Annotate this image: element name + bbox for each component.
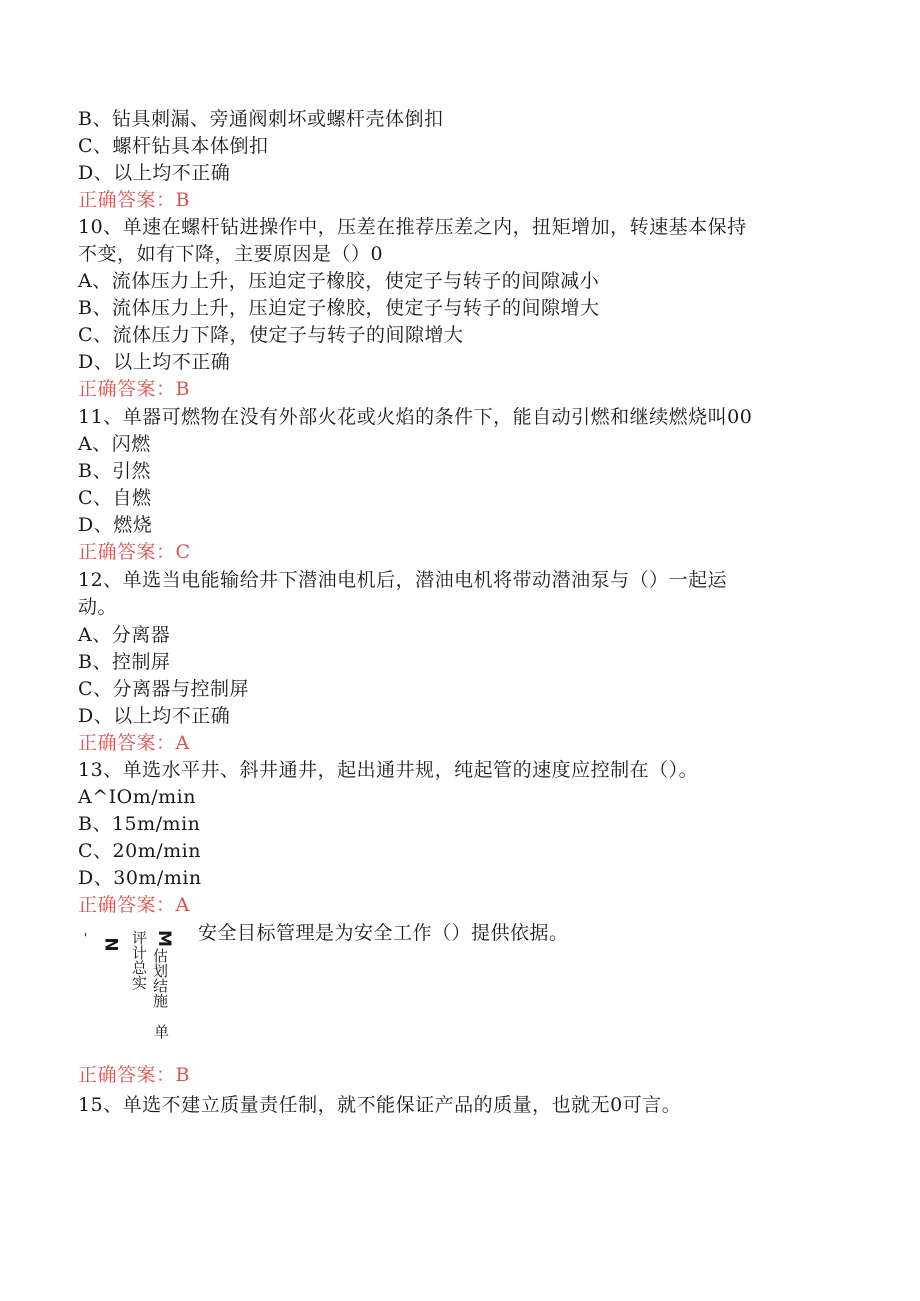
- q14-vertical-column-b: 估划结施: [151, 948, 169, 1008]
- q14-mark-m: M: [153, 930, 174, 947]
- q14-vertical-column-a: 评计总实: [130, 930, 148, 990]
- option-line: D、燃烧: [78, 514, 153, 536]
- question-line: 10、单速在螺杆钻进操作中，压差在推荐压差之内，扭矩增加，转速基本保持: [78, 216, 747, 238]
- option-line: C、20m/min: [78, 840, 201, 862]
- option-line: B、15m/min: [78, 813, 201, 835]
- question-line: 15、单选不建立质量责任制，就不能保证产品的质量，也就无0可言。: [78, 1094, 682, 1116]
- question-line: 动。: [78, 596, 118, 618]
- option-line: B、钻具刺漏、旁通阀刺坏或螺杆壳体倒扣: [78, 108, 444, 130]
- question-line: 13、单选水平井、斜井通井，起出通井规，纯起管的速度应控制在（）。: [78, 759, 699, 781]
- option-line: D、以上均不正确: [78, 351, 231, 373]
- correct-answer: 正确答案：C: [78, 541, 191, 563]
- q14-question-text: 安全目标管理是为安全工作（）提供依据。: [198, 922, 569, 944]
- option-line: D、30m/min: [78, 867, 202, 889]
- correct-answer: 正确答案：B: [78, 378, 190, 400]
- option-line: C、流体压力下降，使定子与转子的间隙增大: [78, 324, 464, 346]
- option-line: D、以上均不正确: [78, 705, 231, 727]
- option-line: C、螺杆钻具本体倒扣: [78, 135, 269, 157]
- correct-answer: 正确答案：B: [78, 1064, 190, 1086]
- q14-vertical-column-c: 单: [152, 1024, 170, 1039]
- option-line: C、分离器与控制屏: [78, 678, 250, 700]
- option-line: B、流体压力上升，压迫定子橡胶，使定子与转子的间隙增大: [78, 297, 600, 319]
- option-line: A、分离器: [78, 624, 171, 646]
- option-line: D、以上均不正确: [78, 162, 231, 184]
- q14-mark-n: N: [100, 937, 121, 952]
- option-line: A、流体压力上升，压迫定子橡胶，使定子与转子的间隙减小: [78, 270, 600, 292]
- correct-answer: 正确答案：A: [78, 732, 190, 754]
- question-line: 12、单选当电能输给井下潜油电机后，潜油电机将带动潜油泵与（）一起运: [78, 569, 728, 591]
- correct-answer: 正确答案：A: [78, 894, 190, 916]
- option-line: A^IOm/min: [78, 786, 196, 808]
- question-line: 11、单器可燃物在没有外部火花或火焰的条件下，能自动引燃和继续燃烧叫00: [78, 406, 753, 428]
- q14-garbled-options: [84, 930, 194, 1050]
- option-line: A、闪燃: [78, 433, 151, 455]
- option-line: B、引然: [78, 460, 151, 482]
- correct-answer: 正确答案：B: [78, 189, 190, 211]
- option-line: B、控制屏: [78, 651, 171, 673]
- q14-dot: ': [84, 931, 88, 945]
- question-line: 不变，如有下降，主要原因是（）0: [78, 243, 384, 265]
- option-line: C、自燃: [78, 487, 152, 509]
